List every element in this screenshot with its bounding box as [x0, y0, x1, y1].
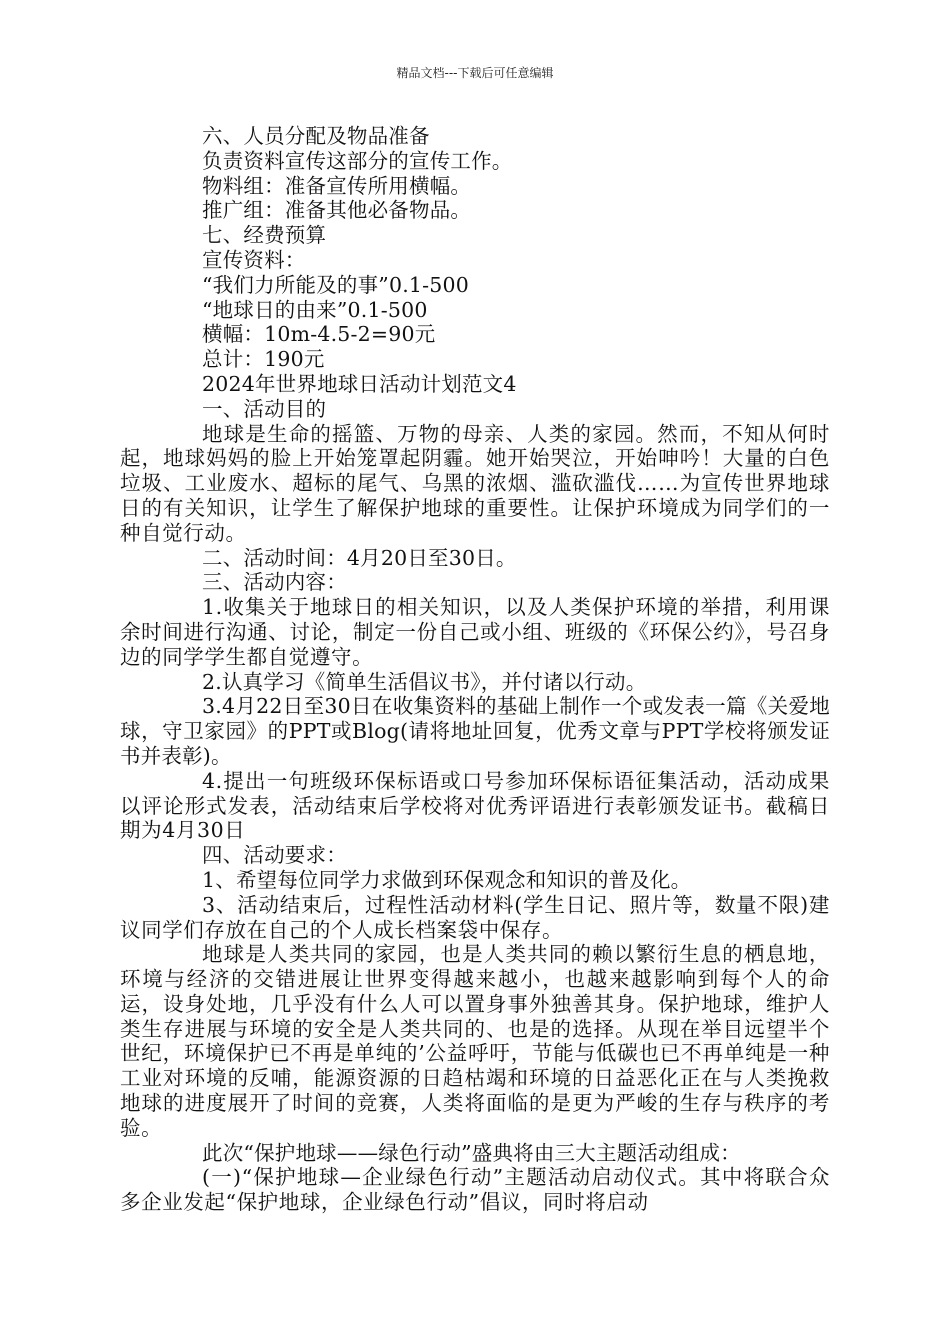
- section-heading-staffing: 六、人员分配及物品准备: [202, 124, 430, 148]
- paragraph: 地球是生命的摇篮、万物的母亲、人类的家园。然而，不知从何时起，地球妈妈的脸上开始笼罩起阴霾。她开始哭泣，开始呻吟！大量的白色垃圾、工业废水、超标的尾气、乌黑的浓烟、滥砍滥伐……为宣传世界地球日的有关知识，让学生了解保护地球的重要性。让保护环境成为同学们的一种自觉行动。: [120, 421, 830, 545]
- section-heading-requirements: 四、活动要求：: [202, 843, 347, 868]
- paragraph: 此次“保护地球——绿色行动”盛典将由三大主题活动组成：: [202, 1140, 741, 1165]
- section-heading-purpose: 一、活动目的: [202, 396, 327, 421]
- page-header: 精品文档---下载后可任意编辑: [396, 66, 554, 80]
- list-item: 3、活动结束后，过程性活动材料(学生日记、照片等，数量不限)建议同学们存放在自己的个人成长档案袋中保存。: [120, 892, 830, 942]
- list-item: 1、希望每位同学力求做到环保观念和知识的普及化。: [202, 867, 692, 892]
- document-title: 2024年世界地球日活动计划范文4: [202, 371, 517, 396]
- paragraph: 推广组：准备其他必备物品。: [202, 198, 472, 223]
- section-heading-time: 二、活动时间：4月20日至30日。: [202, 545, 517, 570]
- paragraph: 物料组：准备宣传所用横幅。: [202, 173, 472, 198]
- budget-total: 总计：190元: [202, 347, 325, 372]
- paragraph: 负责资料宣传这部分的宣传工作。: [202, 148, 513, 173]
- list-item: 4.提出一句班级环保标语或口号参加环保标语征集活动，活动成果以评论形式发表，活动结束后学校将对优秀评语进行表彰颁发证书。截稿日期为4月30日: [120, 768, 830, 843]
- budget-line: 横幅：10m-4.5-2=90元: [202, 322, 436, 347]
- list-item: 3.4月22日至30日在收集资料的基础上制作一个或发表一篇《关爱地球，守卫家园》的PPT或Blog(请将地址回复，优秀文章与PPT学校将颁发证书并表彰)。: [120, 694, 830, 768]
- section-heading-content: 三、活动内容：: [202, 570, 347, 595]
- section-heading-budget: 七、经费预算: [202, 223, 327, 248]
- paragraph: 地球是人类共同的家园，也是人类共同的赖以繁衍生息的栖息地，环境与经济的交错进展让世界变得越来越小，也越来越影响到每个人的命运，设身处地，几乎没有什么人可以置身事外独善其身。保护地球，维护人类生存进展与环境的安全是人类共同的、也是的选择。从现在举目远望半个世纪，环境保护已不再是单纯的’公益呼吁，节能与低碳也已不再单纯是一种工业对环境的反哺，能源资源的日趋枯竭和环境的日益恶化正在与人类挽救地球的进度展开了时间的竞赛，人类将面临的是更为严峻的生存与秩序的考验。: [120, 942, 830, 1140]
- budget-line: “地球日的由来”0.1-500: [202, 297, 428, 322]
- paragraph: (一)“保护地球—企业绿色行动”主题活动启动仪式。其中将联合众多企业发起“保护地球，企业绿色行动”倡议，同时将启动: [120, 1165, 830, 1215]
- list-item: 2.认真学习《简单生活倡议书》，并付诸以行动。: [202, 669, 647, 694]
- paragraph: 宣传资料：: [202, 247, 306, 272]
- document-body: [120, 124, 830, 1215]
- list-item: 1.收集关于地球日的相关知识，以及人类保护环境的举措，利用课余时间进行沟通、讨论，制定一份自己或小组、班级的《环保公约》，号召身边的同学学生都自觉遵守。: [120, 595, 830, 669]
- budget-line: “我们力所能及的事”0.1-500: [202, 272, 470, 297]
